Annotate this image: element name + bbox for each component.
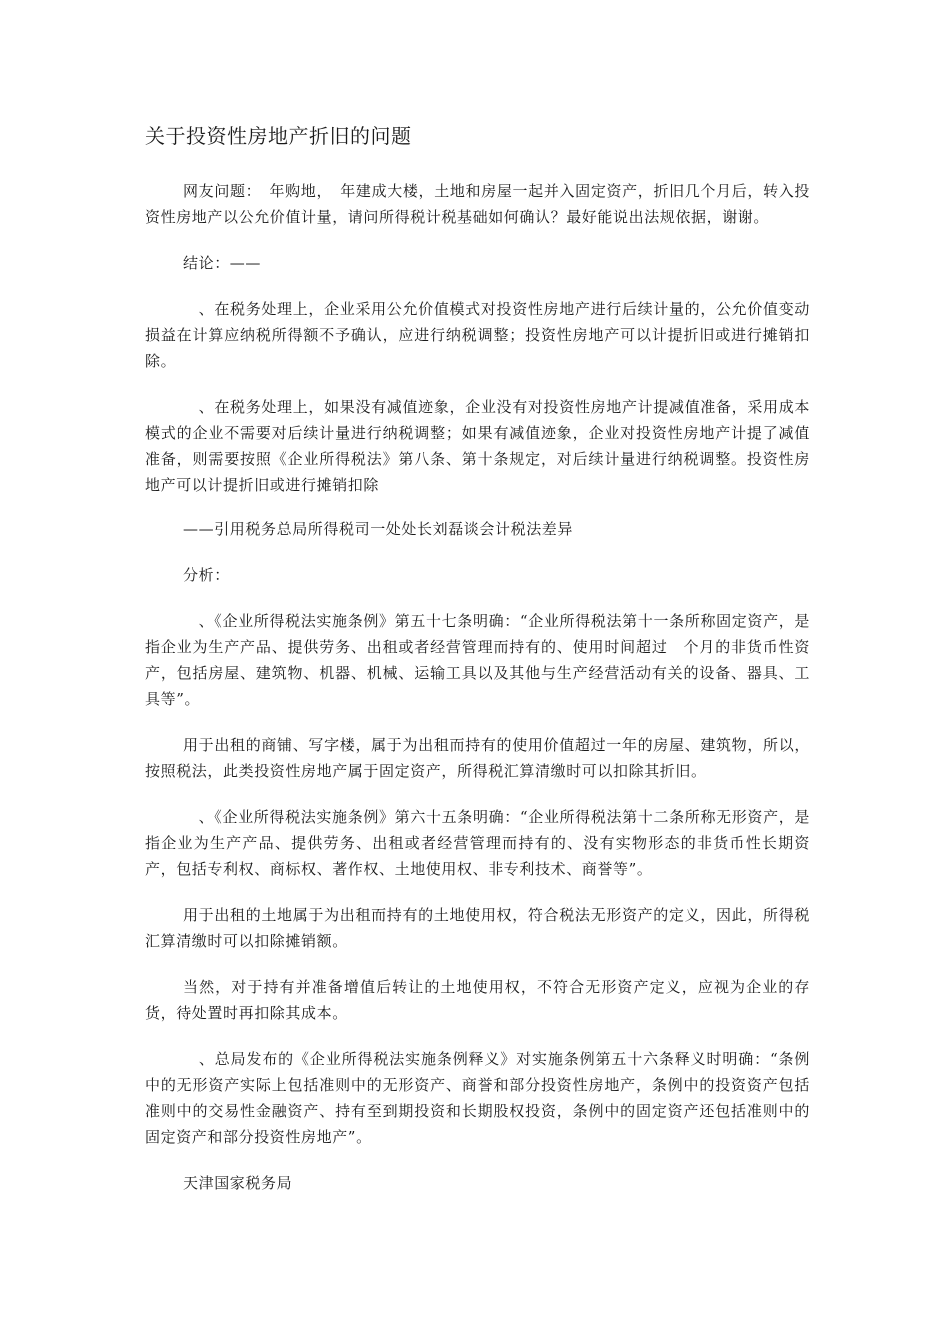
paragraph-analysis-5: 当然，对于持有并准备增值后转让的土地使用权，不符合无形资产定义，应视为企业的存货，待处置时再扣除其成本。: [145, 978, 810, 1022]
paragraph-analysis-1: 、《企业所得税法实施条例》第五十七条明确：“企业所得税法第十一条所称固定资产，是指企业为生产产品、提供劳务、出租或者经营管理而持有的、使用时间超过 个月的非货币性资产，包括房屋、建筑物、机器、机械、运输工具以及其他与生产经营活动有关的设备、器具、工具等”。: [145, 612, 810, 708]
paragraph-analysis-heading: 分析：: [183, 566, 230, 584]
paragraph-citation: ——引用税务总局所得税司一处处长刘磊谈会计税法差异: [183, 520, 574, 538]
document-page: [145, 118, 810, 1216]
paragraph-analysis-6: 、总局发布的《企业所得税法实施条例释义》对实施条例第五十六条释义时明确：“条例中的无形资产实际上包括准则中的无形资产、商誉和部分投资性房地产，条例中的投资资产包括准则中的交易性金融资产、持有至到期投资和长期股权投资，条例中的固定资产还包括准则中的固定资产和部分投资性房地产”。: [145, 1050, 810, 1146]
paragraph-conclusion-2: 、在税务处理上，如果没有减值迹象，企业没有对投资性房地产计提减值准备，采用成本模式的企业不需要对后续计量进行纳税调整；如果有减值迹象，企业对投资性房地产计提了减值准备，则需要按照《企业所得税法》第八条、第十条规定，对后续计量进行纳税调整。投资性房地产可以计提折旧或进行摊销扣除: [145, 398, 810, 494]
paragraph-question: 网友问题： 年购地， 年建成大楼，土地和房屋一起并入固定资产，折旧几个月后，转入投资性房地产以公允价值计量，请问所得税计税基础如何确认？最好能说出法规依据，谢谢。: [145, 182, 810, 226]
paragraph-analysis-2: 用于出租的商铺、写字楼，属于为出租而持有的使用价值超过一年的房屋、建筑物，所以，按照税法，此类投资性房地产属于固定资产，所得税汇算清缴时可以扣除其折旧。: [145, 736, 810, 780]
paragraph-conclusion-1: 、在税务处理上，企业采用公允价值模式对投资性房地产进行后续计量的，公允价值变动损益在计算应纳税所得额不予确认，应进行纳税调整；投资性房地产可以计提折旧或进行摊销扣除。: [145, 300, 810, 370]
document-title: 关于投资性房地产折旧的问题: [145, 124, 412, 148]
paragraph-conclusion-heading: 结论：——: [183, 254, 262, 272]
paragraph-analysis-4: 用于出租的土地属于为出租而持有的土地使用权，符合税法无形资产的定义，因此，所得税汇算清缴时可以扣除摊销额。: [145, 906, 810, 950]
paragraph-source: 天津国家税务局: [183, 1174, 293, 1192]
paragraph-analysis-3: 、《企业所得税法实施条例》第六十五条明确：“企业所得税法第十二条所称无形资产，是指企业为生产产品、提供劳务、出租或者经营管理而持有的、没有实物形态的非货币性长期资产，包括专利权、商标权、著作权、土地使用权、非专利技术、商誉等”。: [145, 808, 810, 878]
